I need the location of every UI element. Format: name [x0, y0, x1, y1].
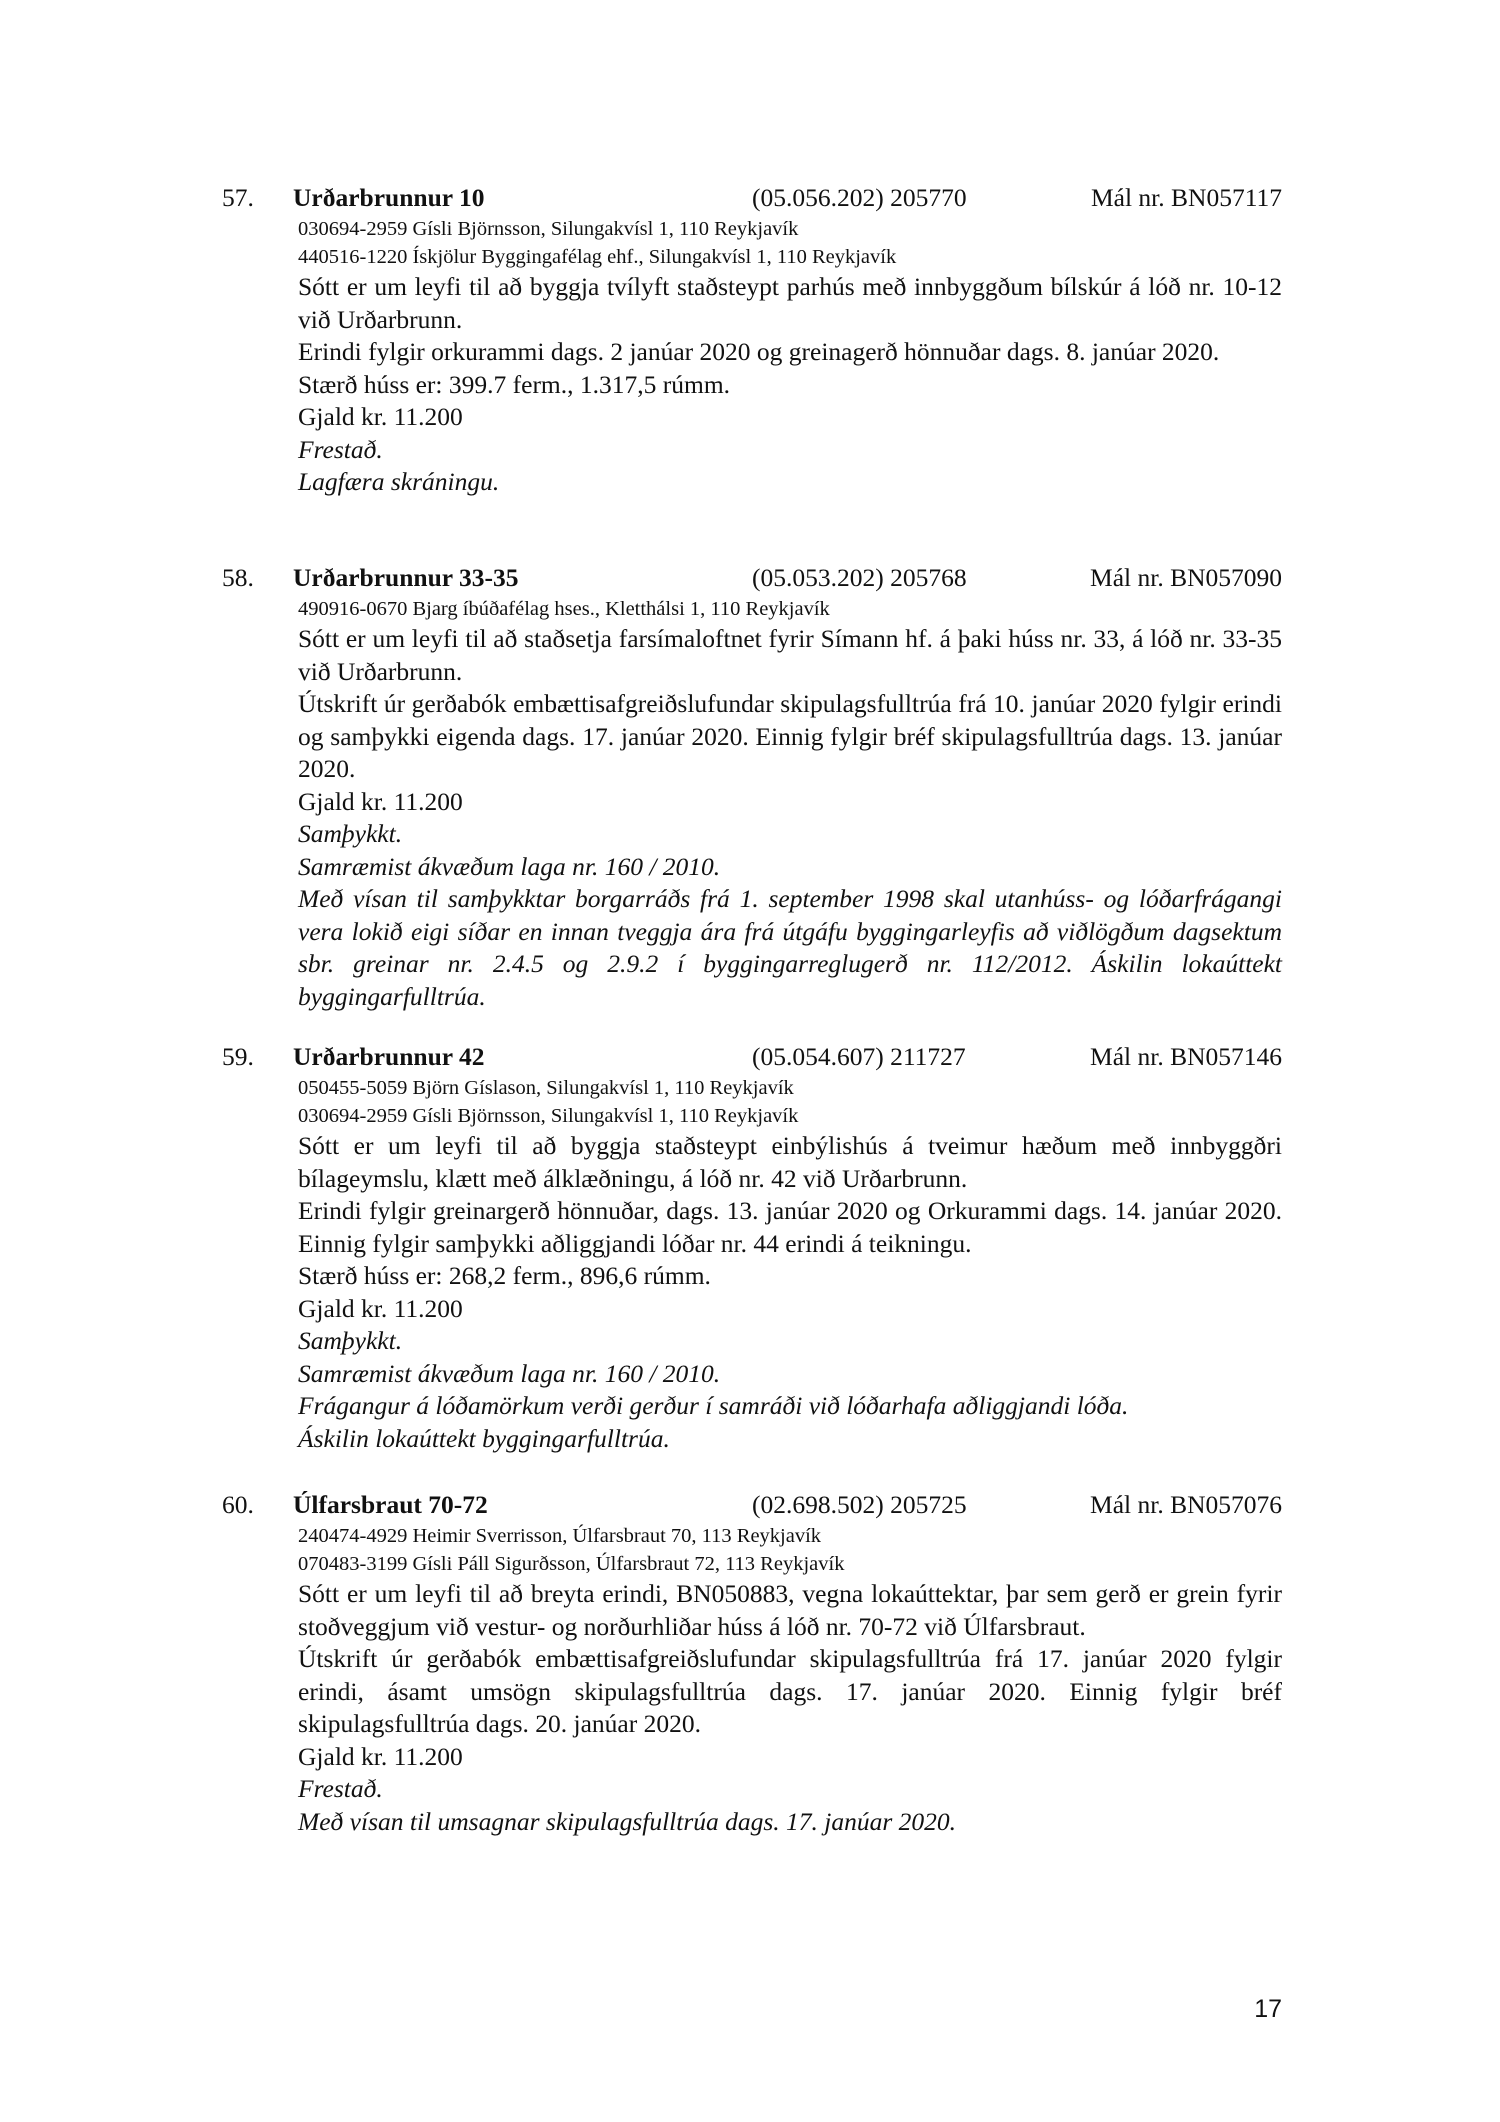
- entry-header: [222, 561, 1282, 595]
- entry-number: 58.: [222, 563, 254, 592]
- applicant-line: 070483-3199 Gísli Páll Sigurðsson, Úlfarsbraut 72, 113 Reykjavík: [298, 1553, 845, 1575]
- entry-body: [298, 1074, 1282, 1455]
- decision-line: Samræmist ákvæðum laga nr. 160 / 2010.: [298, 1358, 721, 1388]
- building-size: Stærð húss er: 268,2 ferm., 896,6 rúmm.: [298, 1261, 711, 1290]
- case-entry-60: [222, 1488, 1282, 1838]
- decision-line: Áskilin lokaúttekt byggingarfulltrúa.: [298, 1423, 670, 1453]
- case-entry-58: [222, 561, 1282, 1013]
- application-description: Sótt er um leyfi til að byggja tvílyft staðsteypt parhús með innbyggðum bílskúr á lóð nr. 10-12 við Urðarbrunn.: [298, 272, 1282, 334]
- attachments-note: Útskrift úr gerðabók embættisafgreiðslufundar skipulagsfulltrúa frá 17. janúar 2020 fylgir erindi, ásamt umsögn skipulagsfulltrúa dags. 17. janúar 2020. Einnig fylgir bréf skipulagsfulltrúa dags. 20. janúar 2020.: [298, 1644, 1282, 1738]
- entry-case-number: Mál nr. BN057090: [1090, 563, 1282, 592]
- entry-number: 57.: [222, 183, 254, 212]
- applicant-line: 490916-0670 Bjarg íbúðafélag hses., Kletthálsi 1, 110 Reykjavík: [298, 598, 830, 620]
- decision-line: Samþykkt.: [298, 819, 403, 848]
- entry-address: Úlfarsbraut 70-72: [293, 1490, 488, 1519]
- decision-line: Samræmist ákvæðum laga nr. 160 / 2010.: [298, 851, 721, 881]
- decision-line: Samþykkt.: [298, 1326, 403, 1355]
- fee: Gjald kr. 11.200: [298, 402, 463, 431]
- applicant-line: 050455-5059 Björn Gíslason, Silungakvísl 1, 110 Reykjavík: [298, 1077, 794, 1099]
- entry-land-id: (02.698.502) 205725: [752, 1490, 967, 1519]
- applicant-line: 030694-2959 Gísli Björnsson, Silungakvísl 1, 110 Reykjavík: [298, 218, 799, 240]
- application-description: Sótt er um leyfi til að breyta erindi, BN050883, vegna lokaúttektar, þar sem gerð er grein fyrir stoðveggjum við vestur- og norðurhliðar húss á lóð nr. 70-72 við Úlfarsbraut.: [298, 1579, 1282, 1641]
- entry-land-id: (05.054.607) 211727: [752, 1042, 966, 1071]
- applicant-line: 030694-2959 Gísli Björnsson, Silungakvísl 1, 110 Reykjavík: [298, 1105, 799, 1127]
- entry-address: Urðarbrunnur 10: [293, 183, 485, 212]
- decision-line: Frestað.: [298, 434, 383, 464]
- entry-number: 60.: [222, 1490, 254, 1519]
- entry-body: [298, 595, 1282, 1013]
- decision-line: Með vísan til samþykktar borgarráðs frá 1. september 1998 skal utanhúss- og lóðarfrágangi vera lokið eigi síðar en innan tveggja ára frá útgáfu byggingarleyfis að viðlögðum dagsektum sbr. greinar nr. 2.4.5 og 2.9.2 í byggingarreglugerð nr. 112/2012. Áskilin lokaúttekt byggingarfulltrúa.: [298, 884, 1282, 1011]
- entry-address: Urðarbrunnur 33-35: [293, 563, 519, 592]
- decision-line: Með vísan til umsagnar skipulagsfulltrúa dags. 17. janúar 2020.: [298, 1806, 957, 1836]
- fee: Gjald kr. 11.200: [298, 1741, 463, 1771]
- attachments-note: Erindi fylgir orkurammi dags. 2 janúar 2020 og greinagerð hönnuðar dags. 8. janúar 2020.: [298, 337, 1220, 366]
- entry-body: [298, 1522, 1282, 1838]
- page-number: 17: [1254, 1995, 1282, 2023]
- entry-case-number: Mál nr. BN057146: [1090, 1042, 1282, 1071]
- decision-line: Lagfæra skráningu.: [298, 467, 500, 496]
- entry-address: Urðarbrunnur 42: [293, 1042, 485, 1071]
- entry-body: [298, 215, 1282, 499]
- entry-header: [222, 1488, 1282, 1522]
- attachments-note: Erindi fylgir greinargerð hönnuðar, dags. 13. janúar 2020 og Orkurammi dags. 14. janúar 2020. Einnig fylgir samþykki aðliggjandi lóðar nr. 44 erindi á teikningu.: [298, 1196, 1282, 1258]
- decision-line: Frágangur á lóðamörkum verði gerður í samráði við lóðarhafa aðliggjandi lóða.: [298, 1391, 1129, 1420]
- entry-case-number: Mál nr. BN057117: [1090, 183, 1282, 212]
- entry-land-id: (05.056.202) 205770: [752, 183, 967, 212]
- fee: Gjald kr. 11.200: [298, 786, 463, 816]
- entry-header: [222, 1040, 1282, 1074]
- application-description: Sótt er um leyfi til að staðsetja farsímaloftnet fyrir Símann hf. á þaki húss nr. 33, á lóð nr. 33-35 við Urðarbrunn.: [298, 624, 1282, 686]
- applicant-line: 240474-4929 Heimir Sverrisson, Úlfarsbraut 70, 113 Reykjavík: [298, 1525, 822, 1547]
- entry-number: 59.: [222, 1042, 254, 1071]
- building-size: Stærð húss er: 399.7 ferm., 1.317,5 rúmm.: [298, 369, 731, 399]
- application-description: Sótt er um leyfi til að byggja staðsteypt einbýlishús á tveimur hæðum með innbyggðri bílageymslu, klætt með álklæðningu, á lóð nr. 42 við Urðarbrunn.: [298, 1131, 1282, 1193]
- fee: Gjald kr. 11.200: [298, 1293, 463, 1323]
- applicant-line: 440516-1220 Ískjölur Byggingafélag ehf., Silungakvísl 1, 110 Reykjavík: [298, 246, 897, 268]
- decision-line: Frestað.: [298, 1774, 383, 1803]
- entry-case-number: Mál nr. BN057076: [1090, 1490, 1282, 1519]
- entry-header: [222, 181, 1282, 215]
- entry-land-id: (05.053.202) 205768: [752, 563, 967, 592]
- case-entry-57: [222, 181, 1282, 499]
- attachments-note: Útskrift úr gerðabók embættisafgreiðslufundar skipulagsfulltrúa frá 10. janúar 2020 fylgir erindi og samþykki eigenda dags. 17. janúar 2020. Einnig fylgir bréf skipulagsfulltrúa dags. 13. janúar 2020.: [298, 689, 1282, 783]
- case-entry-59: [222, 1040, 1282, 1455]
